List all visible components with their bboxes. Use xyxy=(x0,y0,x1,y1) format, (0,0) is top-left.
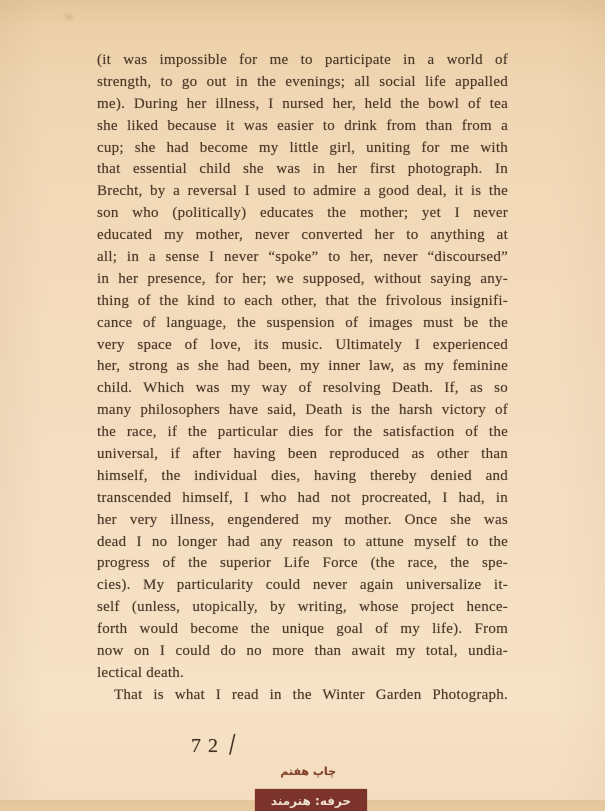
text-line: cance of language, the suspension of images must be the xyxy=(97,314,508,331)
text-line: self (unless, utopically, by writing, whose project hence- xyxy=(97,599,508,616)
page-number-slash-mark: / xyxy=(226,727,239,762)
text-line: himself, the individual dies, having thereby denied and xyxy=(97,467,508,484)
text-line: lectical death. xyxy=(97,664,185,681)
paragraph-1 xyxy=(97,50,508,685)
text-line: dead I no longer had any reason to attune myself to the xyxy=(97,533,508,550)
text-line: her, strong as she had been, my inner law, as my feminine xyxy=(97,358,508,375)
text-line: strength, to go out in the evenings; all social life appalled xyxy=(97,73,508,90)
text-line: progress of the superior Life Force (the race, the spe- xyxy=(97,555,508,572)
body-text xyxy=(97,50,508,707)
text-line: now on I could do no more than await my total, undia- xyxy=(97,643,508,660)
text-line: cies). My particularity could never again universalize it- xyxy=(97,577,508,594)
page-number xyxy=(191,726,239,762)
text-line: cup; she had become my little girl, uniting for me with xyxy=(97,139,508,156)
text-line: transcended himself, I who had not procreated, I had, in xyxy=(97,489,508,506)
text-line: her very illness, engendered my mother. Once she was xyxy=(97,511,508,528)
text-line: son who (politically) educates the mother; yet I never xyxy=(97,205,508,222)
publisher-banner xyxy=(255,789,367,811)
paper-blemish xyxy=(62,12,76,22)
text-line: universal, if after having been reproduced as other than xyxy=(97,446,508,463)
text-line: in her presence, for her; we supposed, without saying any- xyxy=(97,270,508,287)
text-line: forth would become the unique goal of my life). From xyxy=(97,621,508,638)
publisher-banner-text: حرفه: هنرمند xyxy=(270,794,352,808)
text-line: the race, if the particular dies for the satisfaction of the xyxy=(97,424,508,441)
edition-note: چاپ هفتم xyxy=(280,765,336,778)
text-line: very space of love, its music. Ultimately I experienced xyxy=(97,336,508,353)
final-paragraph-line: That is what I read in the Winter Garden Photograph. xyxy=(114,686,508,703)
text-line: (it was impossible for me to participate in a world of xyxy=(97,52,508,68)
text-line: she liked because it was easier to drink from than from a xyxy=(97,117,508,134)
text-line: Brecht, by a reversal I used to admire a good deal, it is the xyxy=(97,183,508,200)
text-line: all; in a sense I never “spoke” to her, never “discoursed” xyxy=(97,249,508,266)
text-line: me). During her illness, I nursed her, held the bowl of tea xyxy=(97,95,508,112)
text-line: thing of the kind to each other, that the frivolous insignifi- xyxy=(97,292,508,309)
text-line: that essential child she was in her first photograph. In xyxy=(97,161,508,178)
page-number-digits: 72 xyxy=(191,735,225,757)
text-line: child. Which was my way of resolving Death. If, as so xyxy=(97,380,508,397)
text-line: many philosophers have said, Death is the harsh victory of xyxy=(97,402,508,419)
text-line: educated my mother, never converted her to anything at xyxy=(97,227,508,244)
